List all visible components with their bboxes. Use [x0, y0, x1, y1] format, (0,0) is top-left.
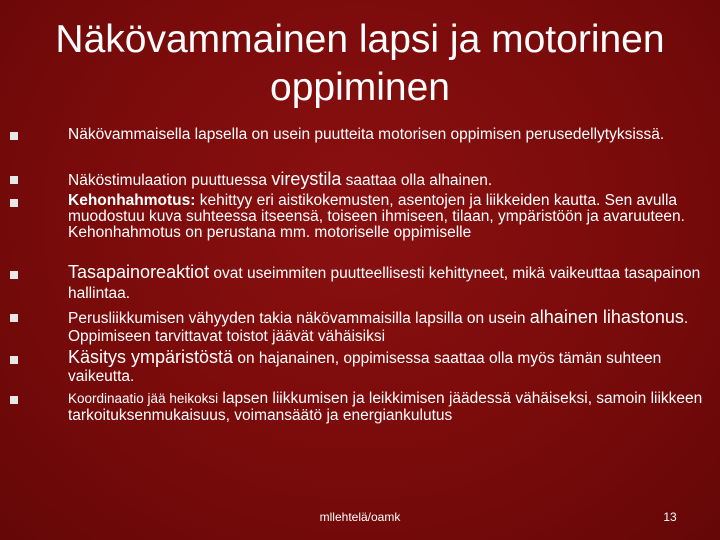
bullet-text-part: . Oppimiseen tarvittavat toistot jäävät vähäisiksi: [68, 310, 689, 345]
square-bullet-icon: [10, 314, 18, 322]
bullet-text-part: lapsen liikkumisen ja leikkimisen jäädessä vähäiseksi, samoin liikkeen tarkoituksenmukaisuus, voimansäätö ja energiankulutus: [68, 390, 703, 424]
bullet-text: [58, 262, 703, 304]
bullet-item: [58, 390, 703, 424]
bullet-item: [58, 126, 703, 143]
bullet-text-part: Näköstimulaation puuttuessa: [68, 172, 272, 189]
bullet-text: [58, 308, 703, 346]
footer-author: mllehtelä/oamk: [319, 510, 401, 524]
square-bullet-icon: [10, 176, 18, 184]
bullet-item: [58, 308, 703, 346]
bullet-bold-term: Kehonhahmotus:: [68, 192, 196, 209]
bullet-item: [58, 348, 703, 386]
bullet-item: [58, 262, 703, 304]
bullet-emphasis: Tasapainoreaktiot: [68, 262, 210, 282]
square-bullet-icon: [10, 356, 18, 364]
bullet-emphasis: Käsitys ympäristöstä: [68, 347, 234, 367]
bullet-small-term: Koordinaatio jää heikoksi: [68, 391, 219, 406]
bullet-item: [58, 170, 703, 190]
bullet-emphasis: alhainen lihastonus: [529, 307, 684, 327]
page-number: 13: [663, 510, 677, 524]
square-bullet-icon: [10, 132, 18, 140]
bullet-text-part: saattaa olla alhainen.: [341, 172, 493, 189]
bullet-item: [58, 193, 703, 241]
slide-title-line-2: oppiminen: [270, 66, 450, 109]
square-bullet-icon: [10, 396, 18, 404]
bullet-text-part: kehittyy eri aistikokemusten, asentojen ja liikkeiden kautta. Sen avulla muodostuu kuva suhteessa itseensä, toiseen ihmiseen, tilaan, ympäristöön ja avaruuteen. Kehonhahmotus on perustana mm. motoriselle oppimiselle: [68, 192, 685, 241]
bullet-text-part: ovat useimmiten puutteellisesti kehittyneet, mikä vaikeuttaa tasapainon hallintaa.: [68, 265, 701, 302]
square-bullet-icon: [10, 199, 18, 207]
bullet-text: Näkövammaisella lapsella on usein puutteita motorisen oppimisen perusedellytyksissä.: [68, 126, 665, 143]
bullet-text: [58, 348, 703, 386]
bullet-text: [58, 170, 703, 190]
bullet-emphasis: vireystila: [271, 169, 342, 189]
bullet-text: [58, 193, 703, 241]
bullet-text: [58, 390, 703, 424]
bullet-text-part: Perusliikkumisen vähyyden takia näkövammaisilla lapsilla on usein: [68, 310, 530, 327]
bullet-text-part: on hajanainen, oppimisessa saattaa olla myös tämän suhteen vaikeutta.: [68, 350, 662, 385]
square-bullet-icon: [10, 271, 18, 279]
slide-title-line-1: Näkövammainen lapsi ja motorinen: [55, 18, 665, 61]
